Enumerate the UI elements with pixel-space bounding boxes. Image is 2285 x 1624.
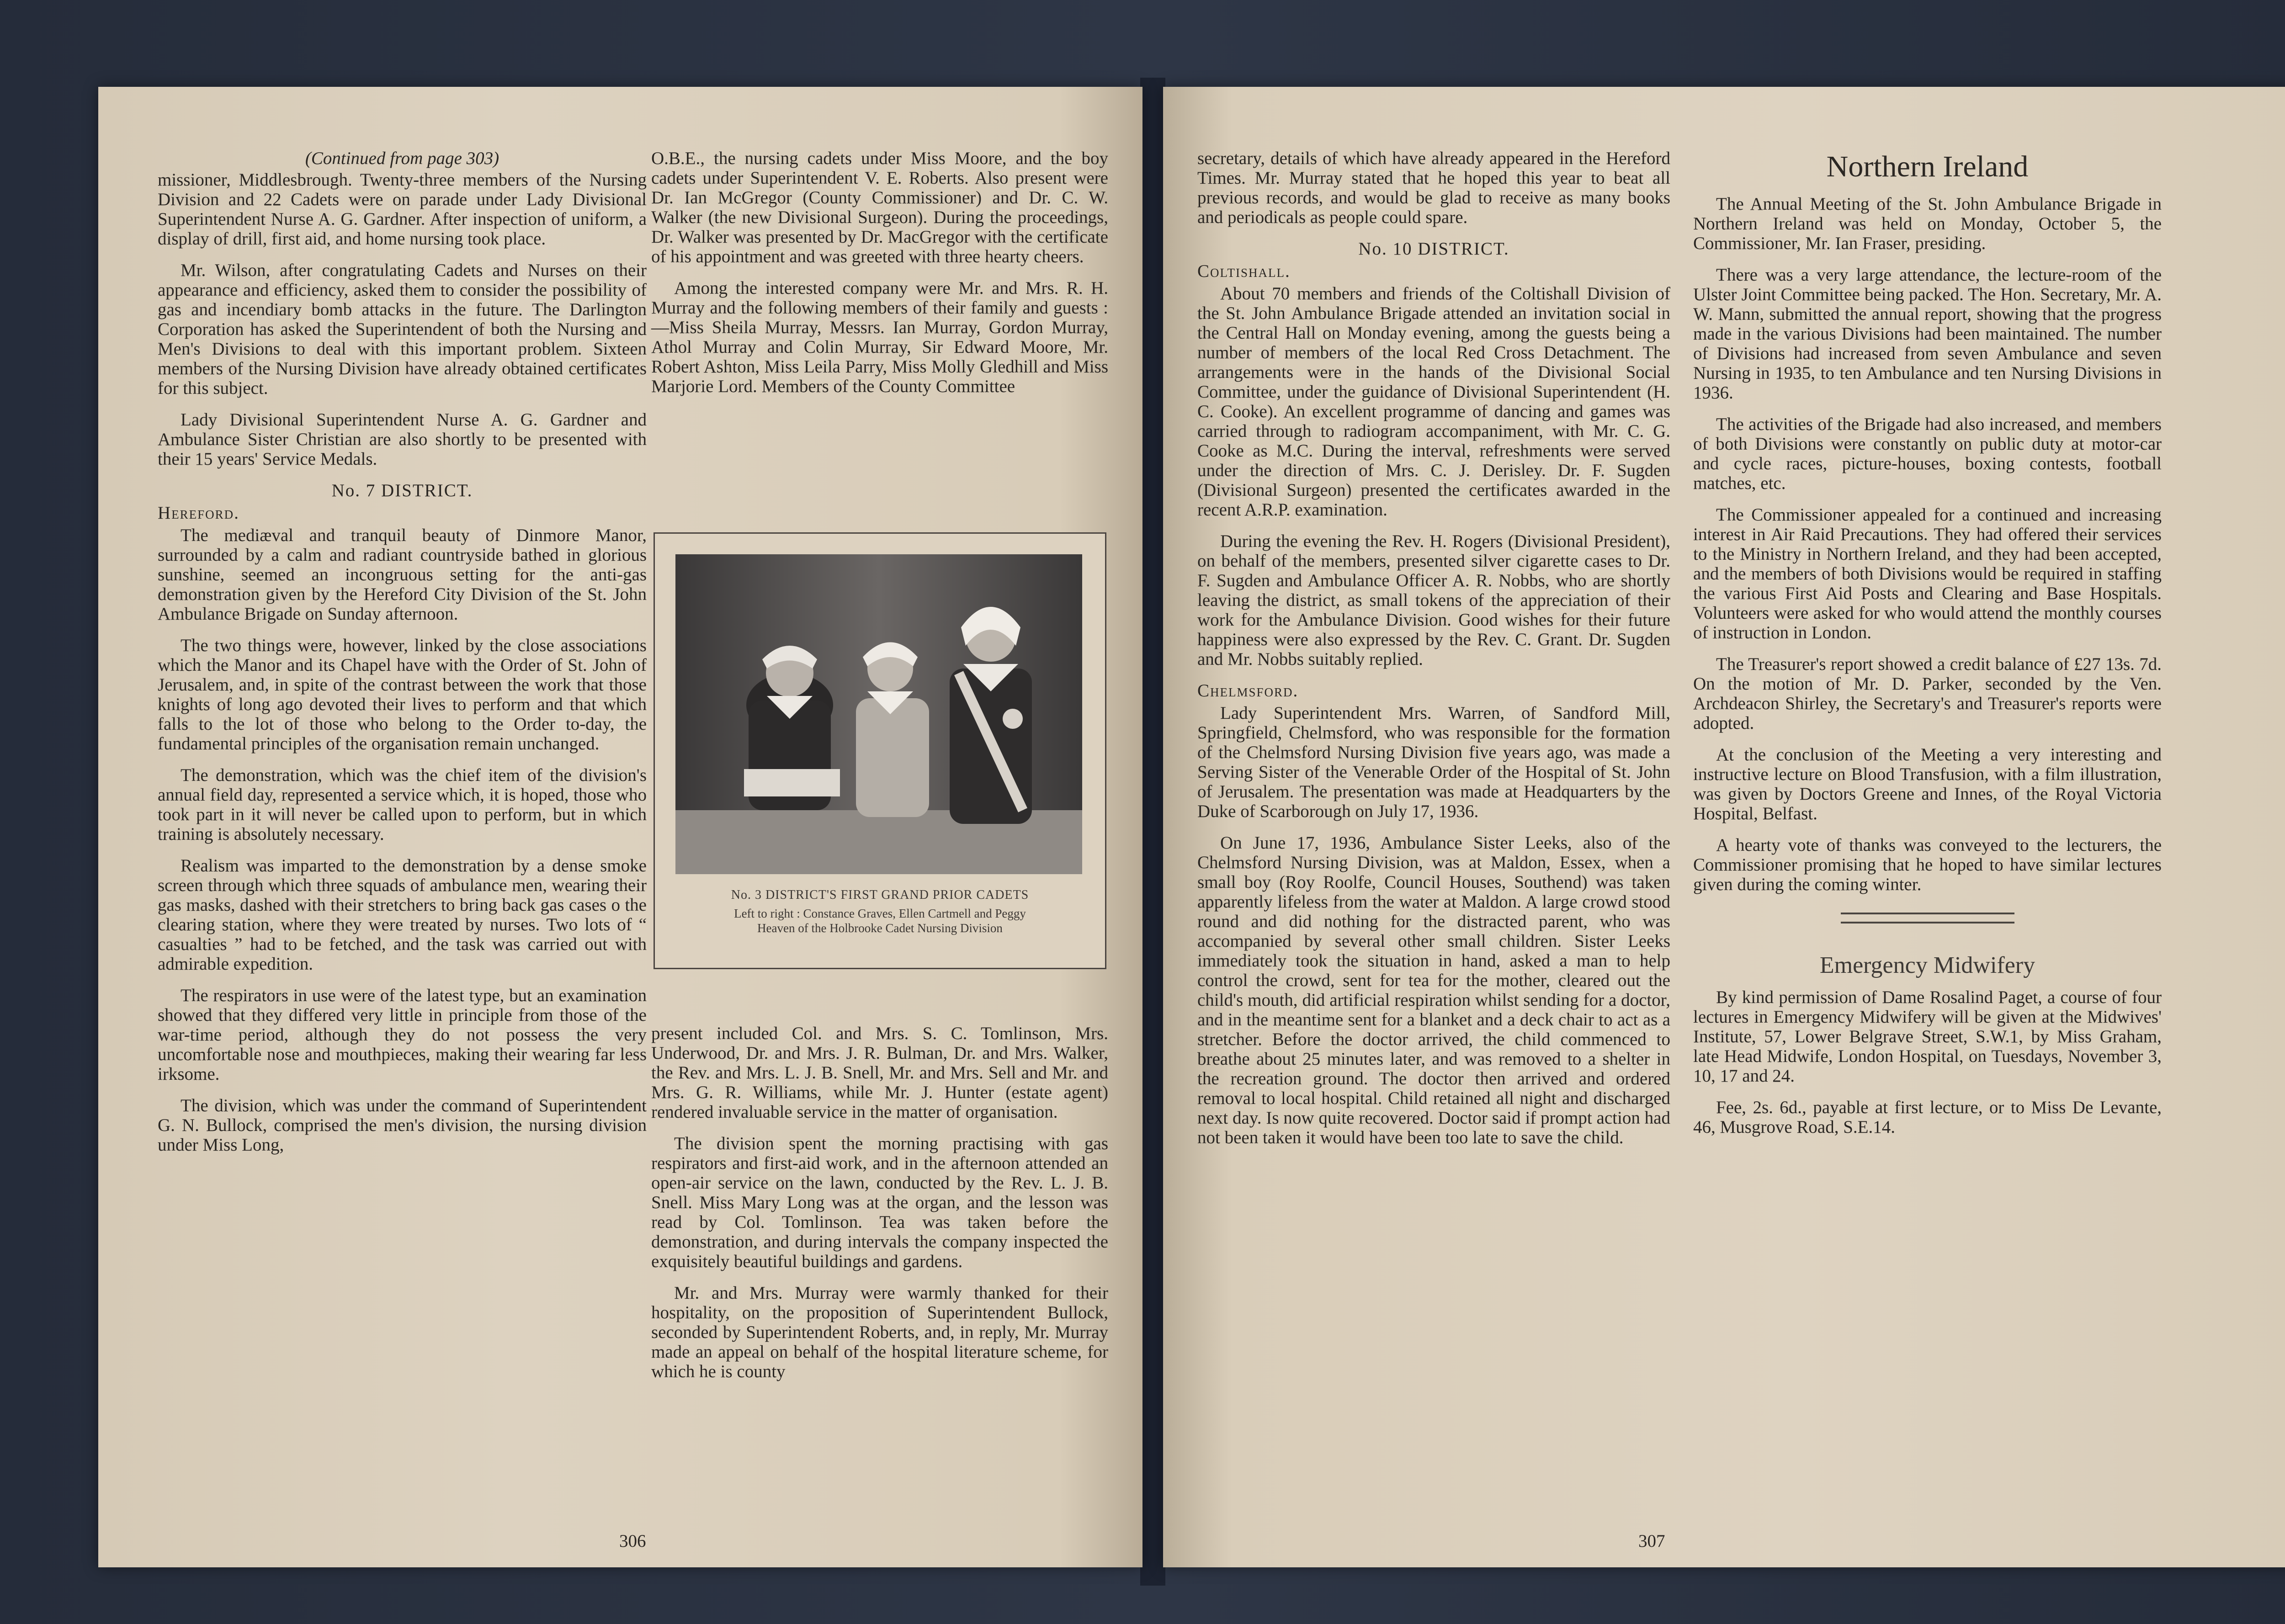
paragraph: The respirators in use were of the latest type, but an examination showed that they differed very little in principle from those of the war-time period, although they do not possess the very uncomfortable nose and mouthpieces, making their wearing far less irksome. [158, 986, 647, 1084]
photo-illustration [675, 554, 1082, 874]
photo-figure [654, 532, 1106, 969]
paragraph: There was a very large attendance, the lecture-room of the Ulster Joint Committee being packed. The Hon. Secretary, Mr. A. W. Mann, submitted the annual report, showing that the progress made in the various Divisions had been maintained. The number of Divisions had increased from seven Ambulance and seven Nursing in 1935, to ten Ambulance and ten Nursing Divisions in 1936. [1693, 265, 2162, 403]
paragraph: On June 17, 1936, Ambulance Sister Leeks, also of the Chelmsford Nursing Division, was at Maldon, Essex, when a small boy (Roy Roolfe, Council Houses, Southend) was taken apparently lifeless from the water at Maldon. A large crowd stood round and did nothing for the distracted parent, who was accompanied by several other small children. Sister Leeks immediately took the situation in hand, asked a man to help control the crowd, sent for tea for the mother, cleared out the child's mouth, did artificial respiration whilst sending for a doctor, and in the meantime sent for a blanket and a deck chair to act as a stretcher. Before the doctor arrived, the child commenced to breathe about 25 minutes later, and was removed to a shelter in the recreation ground. The doctor then arrived and ordered removal to local hospital. Child retained all night and discharged next day. Is now quite recovered. Doctor said if prompt action had not been taken it would have been too late to save the child. [1197, 833, 1670, 1147]
book-gutter [1140, 78, 1165, 1586]
paragraph: The Annual Meeting of the St. John Ambulance Brigade in Northern Ireland was held on Monday, October 5, the Commissioner, Mr. Ian Fraser, presiding. [1693, 194, 2162, 253]
place-heading: Coltishall. [1197, 261, 1291, 281]
paragraph: Mr. and Mrs. Murray were warmly thanked for their hospitality, on the proposition of Superintendent Bullock, seconded by Superintendent Roberts, and, in reply, Mr. Murray made an appeal on behalf of the hospital literature scheme, for which he is county [651, 1283, 1108, 1381]
paragraph: About 70 members and friends of the Coltishall Division of the St. John Ambulance Brigade attended an invitation social in the Central Hall on Monday evening, among the guests being a number of members of the local Red Cross Detachment. The arrangements were in the hands of the Divisional Social Committee, under the guidance of Divisional Superintendent (H. C. Cooke). An excellent programme of dancing and games was carried through to radiogram accompaniment, with Mr. C. G. Cooke as M.C. During the interval, refreshments were served under the direction of Mrs. C. J. Derisley. Dr. F. Sugden (Divisional Surgeon) presented the certificates awarded in the recent A.R.P. examination. [1197, 284, 1670, 520]
paragraph: Realism was imparted to the demonstration by a dense smoke screen through which three squads of ambulance men, wearing their gas masks, dashed with their stretchers to bring back gas cases o the clearing station, where they were treated by nurses. Two lots of “ casualties ” had to be fetched, and the task was carried out with admirable expedition. [158, 856, 647, 974]
paragraph: The division, which was under the command of Superintendent G. N. Bullock, comprised the men's division, the nursing division under Miss Long, [158, 1096, 647, 1155]
paragraph: The activities of the Brigade had also increased, and members of both Divisions were constantly on public duty at motor-car and cycle races, picture-houses, boxing contests, football matches, etc. [1693, 414, 2162, 493]
paragraph: Mr. Wilson, after congratulating Cadets and Nurses on their appearance and efficiency, asked them to consider the possibility of gas and incendiary bomb attacks in the future. The Darlington Corporation has asked the Superintendent of both the Nursing and Men's Divisions to deal with this important problem. Sixteen members of the Nursing Division have already obtained certificates for this subject. [158, 260, 647, 398]
paragraph: During the evening the Rev. H. Rogers (Divisional President), on behalf of the members, presented silver cigarette cases to Dr. F. Sugden and Ambulance Officer A. R. Nobbs, who are shortly leaving the district, as small tokens of the appreciation of their work for the Ambulance Division. Good wishes for their future happiness were also expressed by the Rev. C. Grant. Dr. Sugden and Mr. Nobbs suitably replied. [1197, 531, 1670, 669]
right-column-2 [1693, 149, 2162, 1149]
paragraph: The Commissioner appealed for a continued and increasing interest in Air Raid Precautions. They had offered their services to the Ministry in Northern Ireland, and they had been accepted, and the members of both Divisions would be required in staffing the various First Aid Posts and Clearing and Base Hospitals. Volunteers were asked for who would attend the monthly courses of instruction in London. [1693, 505, 2162, 642]
left-column-2-bottom [651, 1024, 1108, 1393]
paragraph: The division spent the morning practising with gas respirators and first-aid work, and in the afternoon attended an open-air service on the lawn, conducted by the Rev. L. J. B. Snell. Miss Mary Long was at the organ, and the lesson was read by Col. Tomlinson. Tea was taken before the demonstration, and during intervals the company inspected the exquisitely beautiful buildings and gardens. [651, 1134, 1108, 1271]
paragraph: Lady Superintendent Mrs. Warren, of Sandford Mill, Springfield, Chelmsford, who was responsible for the formation of the Chelmsford Nursing Division five years ago, was made a Serving Sister of the Venerable Order of the Hospital of St. John of Jerusalem. The presentation was made at Headquarters by the Duke of Scarborough on July 17, 1936. [1197, 703, 1670, 821]
place-heading: Hereford. [158, 503, 239, 523]
left-page [98, 87, 1142, 1567]
paragraph: The two things were, however, linked by the close associations which the Manor and its Chapel have with the Order of St. John of Jerusalem, and, in spite of the contrast between the work that those knights of long ago devoted their lives to perform and that which falls to the lot of those who belong to the Order to-day, the fundamental principles of the organisation remain unchanged. [158, 636, 647, 754]
place-heading: Chelmsford. [1197, 681, 1299, 701]
paragraph: secretary, details of which have already appeared in the Hereford Times. Mr. Murray stated that he hoped this year to beat all previous records, and would be glad to receive as many books and periodicals as people could spare. [1197, 149, 1670, 227]
page-number: 306 [619, 1531, 646, 1551]
caption-line: Heaven of the Holbrooke Cadet Nursing Division [757, 921, 1003, 935]
caption-line: Left to right : Constance Graves, Ellen Cartmell and Peggy [734, 907, 1026, 920]
page-number: 307 [1638, 1531, 1665, 1551]
paragraph: The mediæval and tranquil beauty of Dinmore Manor, surrounded by a calm and radiant countryside bathed in glorious sunshine, seemed an incongruous setting for the anti-gas demonstration given by the Hereford City Division of the St. John Ambulance Brigade on Sunday afternoon. [158, 525, 647, 624]
caption-title: No. 3 DISTRICT'S FIRST GRAND PRIOR CADETS [731, 888, 1029, 902]
paragraph: Lady Divisional Superintendent Nurse A. G. Gardner and Ambulance Sister Christian are also shortly to be presented with their 15 years' Service Medals. [158, 410, 647, 469]
district-heading: No. 7 DISTRICT. [331, 481, 473, 500]
right-column-1 [1197, 149, 1670, 1159]
paragraph: missioner, Middlesbrough. Twenty-three members of the Nursing Division and 22 Cadets were on parade under Lady Divisional Superintendent Nurse A. G. Gardner. After inspection of uniform, a display of drill, first aid, and home nursing took place. [158, 170, 647, 249]
paragraph: A hearty vote of thanks was conveyed to the lecturers, the Commissioner promising that he hoped to have similar lectures given during the coming winter. [1693, 835, 2162, 894]
paragraph: By kind permission of Dame Rosalind Paget, a course of four lectures in Emergency Midwifery will be given at the Midwives' Institute, 57, Lower Belgrave Street, S.W.1, by Miss Graham, late Head Midwife, London Hospital, on Tuesdays, November 3, 10, 17 and 24. [1693, 987, 2162, 1086]
paragraph: At the conclusion of the Meeting a very interesting and instructive lecture on Blood Transfusion, with a film illustration, was given by Doctors Greene and Innes, of the Royal Victoria Hospital, Belfast. [1693, 745, 2162, 823]
district-heading: No. 10 DISTRICT. [1358, 239, 1509, 259]
section-divider [1841, 913, 2014, 923]
cadets-photograph [675, 554, 1082, 874]
paragraph: present included Col. and Mrs. S. C. Tomlinson, Mrs. Underwood, Dr. and Mrs. J. R. Bulman, Dr. and Mrs. Walker, the Rev. and Mrs. L. J. B. Snell, Mr. and Mrs. Sell and Mr. and Mrs. G. R. Williams, while Mr. J. Hunter (estate agent) rendered invaluable service in the matter of organisation. [651, 1024, 1108, 1122]
paragraph: Fee, 2s. 6d., payable at first lecture, or to Miss De Levante, 46, Musgrove Road, S.E.14. [1693, 1098, 2162, 1137]
section-heading: Northern Ireland [1826, 150, 2029, 183]
left-column-2-top [651, 149, 1108, 408]
left-column-1 [158, 149, 647, 1167]
section-subheading: Emergency Midwifery [1819, 952, 2035, 978]
continued-note: (Continued from page 303) [305, 149, 500, 168]
right-page [1163, 87, 2285, 1567]
paragraph: Among the interested company were Mr. and Mrs. R. H. Murray and the following members of their family and guests :—Miss Sheila Murray, Messrs. Ian Murray, Gordon Murray, Athol Murray and Colin Murray, Sir Edward Moore, Mr. Robert Ashton, Miss Leila Parry, Miss Molly Gledhill and Miss Marjorie Lord. Members of the County Committee [651, 278, 1108, 396]
paragraph: The Treasurer's report showed a credit balance of £27 13s. 7d. On the motion of Mr. D. Parker, seconded by the Ven. Archdeacon Shirley, the Secretary's and Treasurer's reports were adopted. [1693, 654, 2162, 733]
paragraph: The demonstration, which was the chief item of the division's annual field day, represented a service which, it is hoped, those who took part in it will never be called upon to perform, but in which training is absolutely necessary. [158, 765, 647, 844]
photo-caption [664, 888, 1096, 935]
paragraph: O.B.E., the nursing cadets under Miss Moore, and the boy cadets under Superintendent V. E. Roberts. Also present were Dr. Ian McGregor (County Commissioner) and Dr. C. W. Walker (the new Divisional Surgeon). During the proceedings, Dr. Walker was presented by Dr. MacGregor with the certificate of his appointment and was greeted with three hearty cheers. [651, 149, 1108, 266]
